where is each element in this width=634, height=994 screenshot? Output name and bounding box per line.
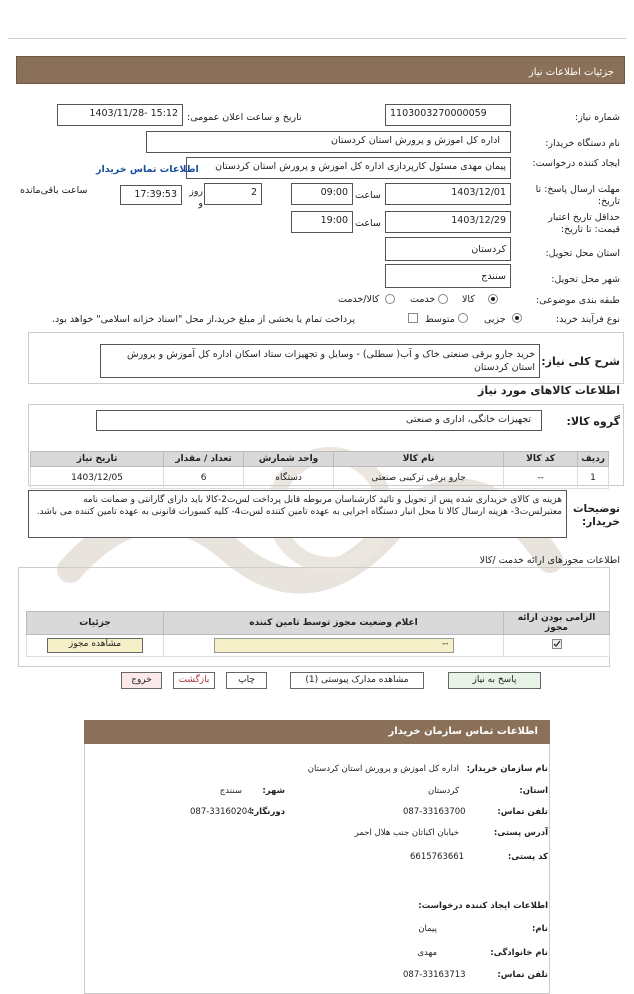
validity-date-field: 1403/12/29: [385, 211, 511, 233]
col-required: الزامی بودن ارائه مجوز: [504, 612, 610, 635]
cell-qty: 6: [164, 467, 244, 489]
contact-fax-value: 087-33160204: [190, 807, 253, 817]
licenses-title: اطلاعات مجوزهای ارائه خدمت /کالا: [479, 555, 620, 566]
exit-button[interactable]: خروج: [121, 672, 162, 689]
creator-field: پیمان مهدی مسئول کارپردازی اداره کل اموزش و پرورش استان کردستان: [186, 157, 511, 179]
cell-name: جارو برقی ترکیبی صنعتی: [334, 467, 504, 489]
group-field: تجهیزات خانگی، اداری و صنعتی: [96, 410, 542, 431]
contact-province-value: کردستان: [427, 786, 459, 796]
process-medium-radio[interactable]: [458, 313, 468, 323]
process-medium-label: متوسط: [425, 314, 455, 325]
required-checkbox: [552, 639, 562, 649]
deadline-date-field: 1403/12/01: [385, 183, 511, 205]
summary-field: خرید جارو برقی صنعتی خاک و آب( سطلی) - وسایل و تجهیزات ستاد اسکان اداره کل آموزش و پرورش استان کردستان: [100, 344, 540, 378]
category-service-label: خدمت: [410, 294, 436, 305]
contact-section: [84, 744, 550, 994]
summary-label: شرح کلی نیاز:: [541, 355, 620, 368]
buyer-org-field: اداره کل اموزش و پرورش استان کردستان: [146, 131, 511, 153]
creator-label: ایجاد کننده درخواست:: [532, 158, 620, 169]
contact-link[interactable]: اطلاعات تماس خریدار: [96, 164, 199, 175]
need-number-label: شماره نیاز:: [574, 112, 620, 123]
contact-postal-value: 6615763661: [410, 852, 465, 862]
contact-title: اطلاعات تماس سازمان خریدار: [388, 726, 538, 737]
category-goods-radio[interactable]: [488, 294, 498, 304]
page-header: [16, 56, 625, 84]
city-label: شهر محل تحویل:: [551, 274, 620, 285]
city-field: سنندج: [385, 264, 511, 288]
print-button[interactable]: چاپ: [226, 672, 267, 689]
col-qty: تعداد / مقدار: [164, 452, 244, 467]
contact-address-value: خیابان اکباتان جنب هلال احمر: [354, 828, 459, 838]
contact-org-label: نام سازمان خریدار:: [466, 764, 548, 774]
page-title: جزئیات اطلاعات نیاز: [528, 67, 614, 78]
process-minor-label: جزیی: [484, 314, 506, 325]
table-row: [27, 635, 610, 657]
view-license-button[interactable]: مشاهده مجوز: [47, 638, 143, 653]
check-icon: [553, 640, 561, 648]
buyer-org-label: نام دستگاه خریدار:: [545, 138, 620, 149]
category-label: طبقه بندی موضوعی:: [535, 295, 620, 306]
days-field: 2: [204, 183, 262, 205]
creator-family-label: نام خانوادگی:: [490, 948, 548, 958]
col-status: اعلام وضعیت مجوز توسط تامین کننده: [164, 612, 504, 635]
cell-unit: دستگاه: [244, 467, 334, 489]
days-label: روز و: [189, 186, 203, 209]
col-unit: واحد شمارش: [244, 452, 334, 467]
cell-code: --: [504, 467, 578, 489]
validity-label: حداقل تاریخ اعتبار قیمت: تا تاریخ:: [548, 212, 620, 235]
col-date: تاریخ نیاز: [31, 452, 164, 467]
goods-section-title: اطلاعات کالاهای مورد نیاز: [478, 384, 620, 397]
creator-info-title: اطلاعات ایجاد کننده درخواست:: [418, 901, 548, 911]
contact-fax-label: دورنگار:: [250, 807, 285, 817]
table-row: [31, 467, 609, 489]
deadline-label: مهلت ارسال پاسخ: تا تاریخ:: [535, 184, 620, 207]
creator-name-label: نام:: [531, 924, 548, 934]
licenses-table: [26, 611, 610, 657]
col-row: ردیف: [578, 452, 609, 467]
announce-label: تاریخ و ساعت اعلان عمومی:: [187, 112, 302, 123]
col-code: کد کالا: [504, 452, 578, 467]
buyer-notes-field: هزینه ی کالای خریداری شده پس از تحویل و تائید کارشناسان مربوطه قابل پرداخت لس‌ت2-کالا باید دارای گارانتی و ضمانت نامه معتبرلس‌ت3- هزینه ارسال کالا تا محل انبار دستگاه اجرایی به عهده تامین کننده لس‌ت4- کلیه کسورات قانونی به عهده تامین کننده می باشد.: [28, 490, 567, 538]
creator-name-value: پیمان: [418, 924, 437, 934]
need-number-field: 1103003270000059: [385, 104, 511, 126]
category-both-label: کالا/خدمت: [338, 294, 380, 305]
deadline-time-label: ساعت: [355, 190, 381, 201]
contact-phone-value: 087-33163700: [403, 807, 466, 817]
contact-province-label: استان:: [519, 786, 548, 796]
category-goods-label: کالا: [462, 294, 475, 305]
payment-checkbox[interactable]: [408, 313, 418, 323]
back-button[interactable]: بازگشت: [173, 672, 215, 689]
cell-date: 1403/12/05: [31, 467, 164, 489]
category-service-radio[interactable]: [438, 294, 448, 304]
group-label: گروه کالا:: [566, 415, 620, 428]
creator-phone-value: 087-33163713: [403, 970, 466, 980]
cell-row: 1: [578, 467, 609, 489]
contact-phone-label: تلفن تماس:: [497, 807, 548, 817]
reply-button[interactable]: پاسخ به نیاز: [448, 672, 541, 689]
attachments-button[interactable]: مشاهده مدارک پیوستی (1): [290, 672, 424, 689]
contact-city-value: سنندج: [219, 786, 242, 796]
deadline-time-field: 09:00: [291, 183, 353, 205]
process-minor-radio[interactable]: [512, 313, 522, 323]
creator-family-value: مهدی: [417, 948, 437, 958]
col-name: نام کالا: [334, 452, 504, 467]
province-field: کردستان: [385, 237, 511, 261]
payment-note: پرداخت تمام یا بخشی از مبلغ خرید،از محل "اسناد خزانه اسلامی" خواهد بود.: [52, 314, 355, 325]
contact-org-value: اداره کل اموزش و پرورش استان کردستان: [307, 764, 459, 774]
col-details: جزئیات: [27, 612, 164, 635]
buyer-notes-label: توضیحات خریدار:: [572, 503, 620, 528]
contact-address-label: آدرس پستی:: [493, 828, 548, 838]
top-divider: [8, 38, 626, 39]
status-field: --: [214, 638, 454, 653]
remaining-time-field: 17:39:53: [120, 185, 182, 205]
validity-time-field: 19:00: [291, 211, 353, 233]
creator-phone-label: تلفن تماس:: [497, 970, 548, 980]
process-label: نوع فرآیند خرید:: [555, 314, 620, 325]
contact-header: [84, 720, 550, 744]
announce-field: 1403/11/28- 15:12: [57, 104, 183, 126]
province-label: استان محل تحویل:: [545, 248, 620, 259]
contact-postal-label: کد پستی:: [507, 852, 548, 862]
remaining-label: ساعت باقی‌مانده: [20, 185, 88, 196]
validity-time-label: ساعت: [355, 218, 381, 229]
goods-table: [30, 451, 609, 489]
category-both-radio[interactable]: [385, 294, 395, 304]
contact-city-label: شهر:: [262, 786, 285, 796]
